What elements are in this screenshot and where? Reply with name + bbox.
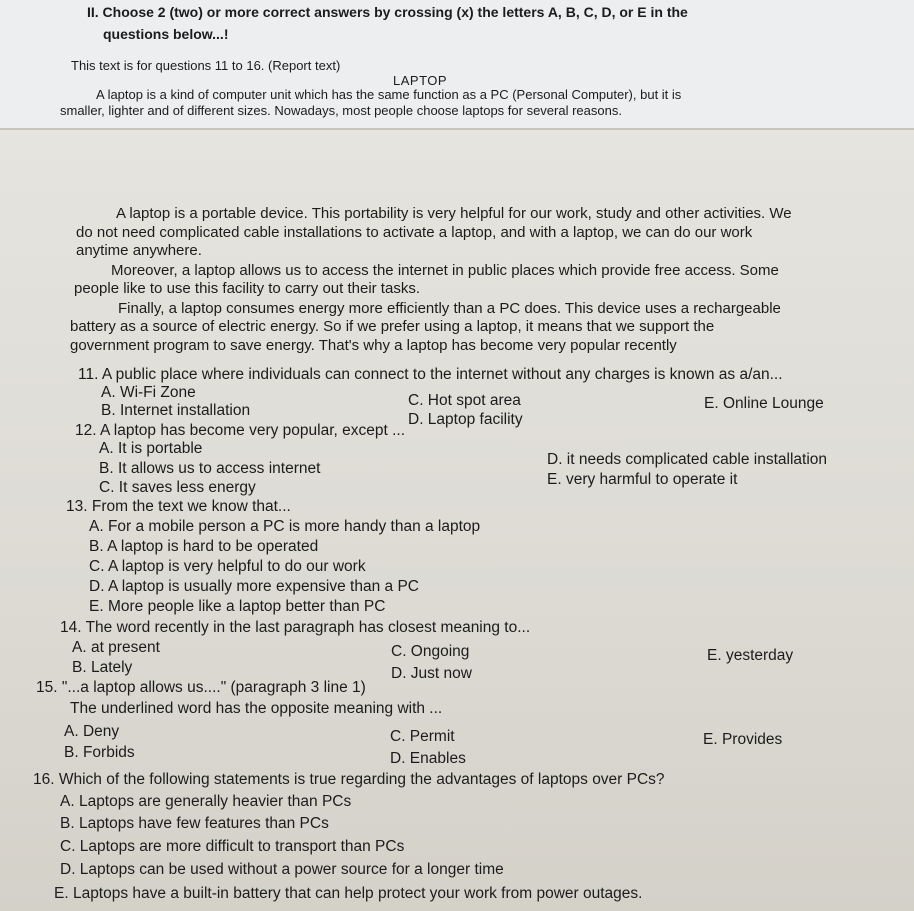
question-15: 15. "...a laptop allows us...." (paragraph 3 line 1) <box>36 679 366 696</box>
question-11: 11. A public place where individuals can connect to the internet without any charges is known as a/an... <box>78 366 783 383</box>
instructions-line-1: II. Choose 2 (two) or more correct answers by crossing (x) the letters A, B, C, D, or E in the <box>87 4 688 20</box>
q16-option-a[interactable]: A. Laptops are generally heavier than PCs <box>60 793 352 810</box>
paragraph-1-line-2: do not need complicated cable installations to activate a laptop, and with a laptop, we can do our work <box>76 224 753 241</box>
q14-option-c[interactable]: C. Ongoing <box>391 643 470 660</box>
report-intro: This text is for questions 11 to 16. (Report text) <box>71 58 341 73</box>
q14-option-b[interactable]: B. Lately <box>72 659 133 676</box>
paragraph-2-line-2: people like to use this facility to carry out their tasks. <box>74 280 420 297</box>
question-15-sub: The underlined word has the opposite meaning with ... <box>70 700 443 717</box>
intro-line-1: A laptop is a kind of computer unit which has the same function as a PC (Personal Computer), but it is <box>96 87 682 102</box>
paragraph-3-line-3: government program to save energy. That's why a laptop has become very popular recently <box>70 337 677 354</box>
q12-option-a[interactable]: A. It is portable <box>99 440 203 457</box>
paragraph-3-line-2: battery as a source of electric energy. So if we prefer using a laptop, it means that we support the <box>70 318 715 335</box>
q12-option-c[interactable]: C. It saves less energy <box>99 479 256 496</box>
question-13: 13. From the text we know that... <box>66 498 291 515</box>
intro-line-2: smaller, lighter and of different sizes. Nowadays, most people choose laptops for several reasons. <box>60 103 622 118</box>
q12-option-d[interactable]: D. it needs complicated cable installation <box>547 451 828 468</box>
q14-option-a[interactable]: A. at present <box>72 639 160 656</box>
q14-option-d[interactable]: D. Just now <box>391 665 472 682</box>
q15-option-b[interactable]: B. Forbids <box>64 744 135 761</box>
q16-option-b[interactable]: B. Laptops have few features than PCs <box>60 815 329 832</box>
paragraph-2-line-1: Moreover, a laptop allows us to access the internet in public places which provide free access. Some <box>111 262 779 279</box>
q13-option-b[interactable]: B. A laptop is hard to be operated <box>89 538 319 555</box>
q14-option-e[interactable]: E. yesterday <box>707 647 794 664</box>
q12-option-b[interactable]: B. It allows us to access internet <box>99 460 321 477</box>
q15-option-e[interactable]: E. Provides <box>703 731 783 748</box>
q11-option-e[interactable]: E. Online Lounge <box>704 395 824 412</box>
q13-option-e[interactable]: E. More people like a laptop better than PC <box>89 598 386 615</box>
q11-option-a[interactable]: A. Wi-Fi Zone <box>101 384 196 401</box>
paragraph-1-line-3: anytime anywhere. <box>76 242 202 259</box>
q12-option-e[interactable]: E. very harmful to operate it <box>547 471 738 488</box>
q13-option-d[interactable]: D. A laptop is usually more expensive than a PC <box>89 578 419 595</box>
q16-option-c[interactable]: C. Laptops are more difficult to transport than PCs <box>60 838 405 855</box>
q11-option-c[interactable]: C. Hot spot area <box>408 392 521 409</box>
instructions-line-2: questions below...! <box>103 26 229 42</box>
q11-option-d[interactable]: D. Laptop facility <box>408 411 523 428</box>
passage-title: LAPTOP <box>393 73 448 88</box>
q15-option-a[interactable]: A. Deny <box>64 723 120 740</box>
question-16: 16. Which of the following statements is true regarding the advantages of laptops over PCs? <box>33 771 665 788</box>
q11-option-b[interactable]: B. Internet installation <box>101 402 251 419</box>
q15-option-c[interactable]: C. Permit <box>390 728 455 745</box>
q16-option-d[interactable]: D. Laptops can be used without a power source for a longer time <box>60 861 504 878</box>
paragraph-1-line-1: A laptop is a portable device. This portability is very helpful for our work, study and other activities. We <box>116 205 792 222</box>
q16-option-e[interactable]: E. Laptops have a built-in battery that can help protect your work from power outages. <box>54 885 643 902</box>
question-14: 14. The word recently in the last paragraph has closest meaning to... <box>60 619 531 636</box>
q15-option-d[interactable]: D. Enables <box>390 750 466 767</box>
paragraph-3-line-1: Finally, a laptop consumes energy more efficiently than a PC does. This device uses a rechargeable <box>118 300 781 317</box>
question-12: 12. A laptop has become very popular, except ... <box>75 422 406 439</box>
q13-option-c[interactable]: C. A laptop is very helpful to do our work <box>89 558 366 575</box>
q13-option-a[interactable]: A. For a mobile person a PC is more handy than a laptop <box>89 518 481 535</box>
